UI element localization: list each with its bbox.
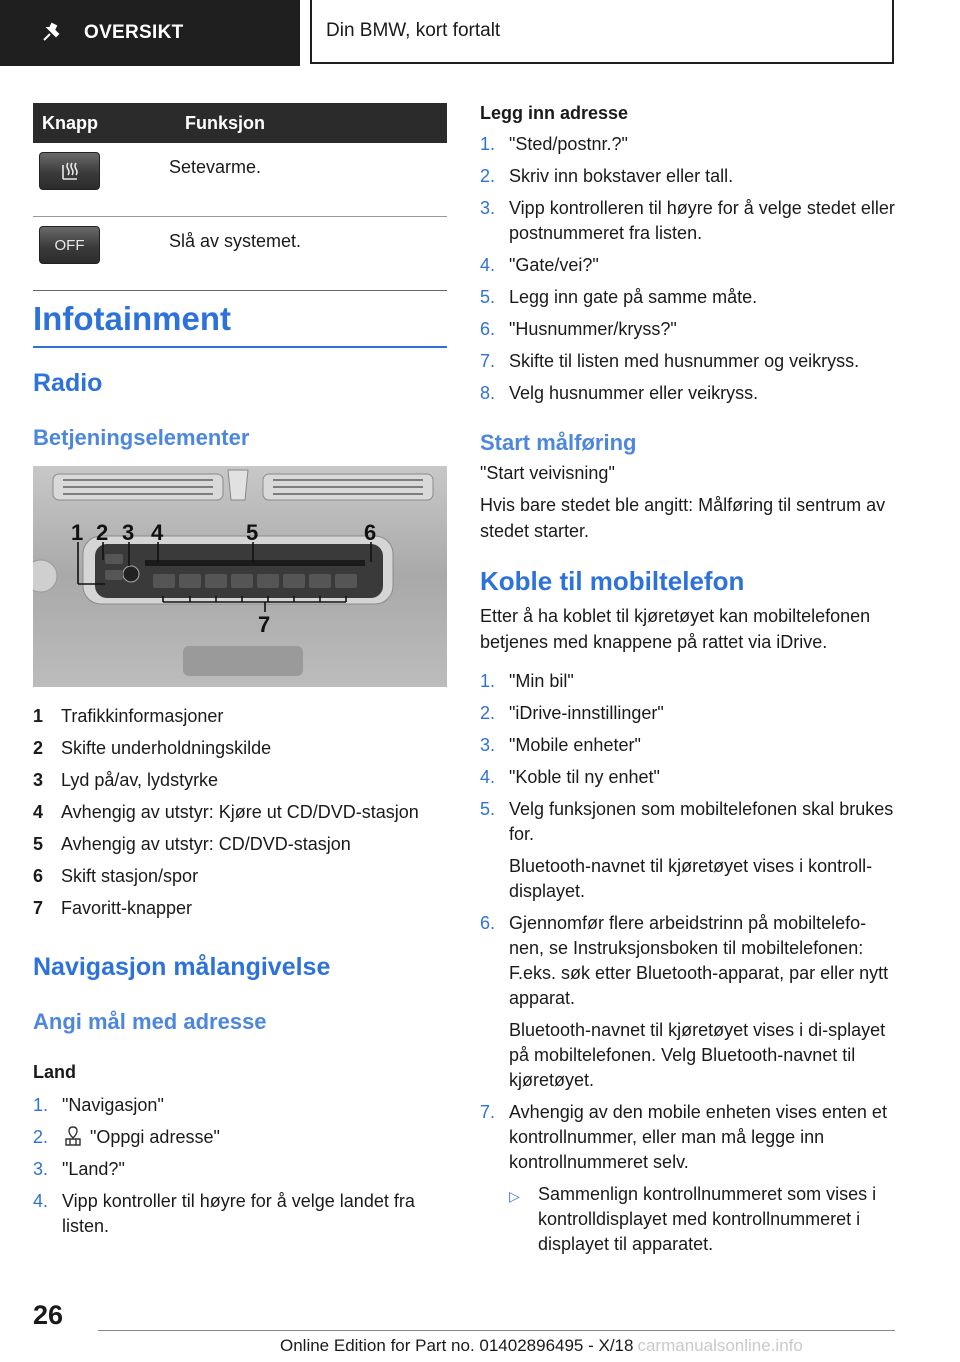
radio-legend <box>33 700 447 924</box>
list-item: 4. Vipp kontroller til høyre for å velge landet fra listen. <box>33 1191 415 1236</box>
list-item: 2. "iDrive-innstillinger" <box>480 703 664 723</box>
callout-label: 1 <box>71 520 84 545</box>
seat-heating-icon <box>39 152 100 190</box>
step-sub-text: Bluetooth-navnet til kjøretøyet vises i kontroll-displayet. <box>509 856 873 901</box>
list-item: 7. Avhengig av den mobile enheten vises enten et kontrollnummer, eller man må legge inn kontrollnummeret selv. ▷ Sammenlign kontrollnummeret som vises i kontrolldisplayet med kontrollnummeret i displayet til apparatet. <box>480 1100 900 1257</box>
enter-address-heading: Angi mål med adresse <box>33 1009 267 1034</box>
watermark: carmanualsonline.info <box>637 1336 803 1355</box>
start-guidance-heading: Start målføring <box>480 430 637 455</box>
list-item: 6. "Husnummer/kryss?" <box>480 319 677 339</box>
callout-label: 3 <box>122 520 135 545</box>
right-column <box>480 103 900 1264</box>
address-steps <box>480 132 900 406</box>
overview-tab[interactable] <box>0 0 300 66</box>
radio-controls-heading: Betjeningselementer <box>33 425 250 450</box>
connect-phone-heading: Koble til mobiltelefon <box>480 566 745 596</box>
chapter-title-box <box>310 0 894 64</box>
list-item: 1. "Sted/postnr.?" <box>480 134 628 154</box>
section-title: Infotainment <box>33 300 447 348</box>
table-cell-function: Setevarme. <box>161 143 447 217</box>
triangle-bullet-icon: ▷ <box>509 1188 520 1204</box>
callout-label: 7 <box>258 612 271 637</box>
step-note: ▷ Sammenlign kontrollnummeret som vises i kontrolldisplayet med kontrollnummeret i displayet til apparatet. <box>509 1182 900 1257</box>
list-item: 6. Gjennomfør flere arbeidstrinn på mobiltelefo-nen, se Instruksjonsboken til mobiltelefonen: F.eks. søk etter Bluetooth-apparat, par eller nytt apparat. Bluetooth-navnet til kjøretøyet vises i di-splayet på mobiltelefonen. Velg Bluetooth-navnet til kjøretøyet. <box>480 911 900 1093</box>
list-item: 2. "Oppgi adresse" <box>33 1127 220 1147</box>
address-heading: Legg inn adresse <box>480 103 629 123</box>
callout-label: 6 <box>364 520 377 545</box>
callout-label: 2 <box>96 520 109 545</box>
off-button-icon: OFF <box>39 226 100 264</box>
phone-steps <box>480 669 900 1257</box>
footer-edition: Online Edition for Part no. 01402896495 - X/18 carmanualsonline.info <box>280 1336 803 1355</box>
table-header-button: Knapp <box>33 103 161 143</box>
list-item: 5. Legg inn gate på samme måte. <box>480 287 758 307</box>
legend-item: 7 Favoritt-knapper <box>33 897 193 918</box>
legend-item: 2 Skifte underholdningskilde <box>33 737 272 758</box>
list-item: 2. Skriv inn bokstaver eller tall. <box>480 166 734 186</box>
legend-item: 4 Avhengig av utstyr: Kjøre ut CD/DVD-stasjon <box>33 801 419 822</box>
start-guidance-text: Hvis bare stedet ble angitt: Målføring til sentrum av stedet starter. <box>480 495 886 541</box>
legend-item: 6 Skift stasjon/spor <box>33 865 199 886</box>
callout-label: 5 <box>246 520 259 545</box>
list-item: 1. "Min bil" <box>480 671 574 691</box>
footer-divider <box>98 1330 895 1331</box>
list-item: 3. Vipp kontrolleren til høyre for å velge stedet eller postnummeret fra listen. <box>480 198 895 243</box>
country-steps <box>33 1093 447 1246</box>
address-icon <box>62 1125 84 1147</box>
legend-item: 5 Avhengig av utstyr: CD/DVD-stasjon <box>33 833 351 854</box>
start-guidance-line: "Start veivisning" <box>480 463 615 483</box>
list-item: 1. "Navigasjon" <box>33 1095 164 1115</box>
table-row <box>33 217 447 291</box>
table-row <box>33 143 447 217</box>
chapter-title: Din BMW, kort fortalt <box>326 20 501 41</box>
list-item: 8. Velg husnummer eller veikryss. <box>480 383 759 403</box>
list-item: 3. "Mobile enheter" <box>480 735 641 755</box>
list-item: 7. Skifte til listen med husnummer og veikryss. <box>480 351 860 371</box>
radio-heading: Radio <box>33 369 103 397</box>
list-item: 3. "Land?" <box>33 1159 125 1179</box>
table-header-function: Funksjon <box>161 103 447 143</box>
page-number: 26 <box>33 1300 64 1330</box>
legend-item: 1 Trafikkinformasjoner <box>33 705 224 726</box>
button-function-table-wrap <box>33 103 447 291</box>
page-header <box>0 0 960 66</box>
button-function-table <box>33 103 447 291</box>
pin-icon <box>40 22 62 44</box>
list-item: 4. "Koble til ny enhet" <box>480 767 660 787</box>
callout-label: 4 <box>151 520 164 545</box>
list-item: 5. Velg funksjonen som mobiltelefonen skal brukes for. Bluetooth-navnet til kjøretøyet vises i kontroll-displayet. <box>480 797 900 904</box>
overview-tab-label: OVERSIKT <box>84 22 184 43</box>
list-item: 4. "Gate/vei?" <box>480 255 599 275</box>
legend-item: 3 Lyd på/av, lydstyrke <box>33 769 219 790</box>
country-heading: Land <box>33 1062 76 1082</box>
connect-phone-intro: Etter å ha koblet til kjøretøyet kan mobiltelefonen betjenes med knappene på rattet via iDrive. <box>480 606 871 652</box>
radio-control-panel-image <box>33 466 447 687</box>
table-cell-function: Slå av systemet. <box>161 217 447 291</box>
navigation-heading: Navigasjon målangivelse <box>33 953 331 981</box>
step-sub-text: Bluetooth-navnet til kjøretøyet vises i di-splayet på mobiltelefonen. Velg Bluetooth-navnet til kjøretøyet. <box>509 1020 886 1090</box>
